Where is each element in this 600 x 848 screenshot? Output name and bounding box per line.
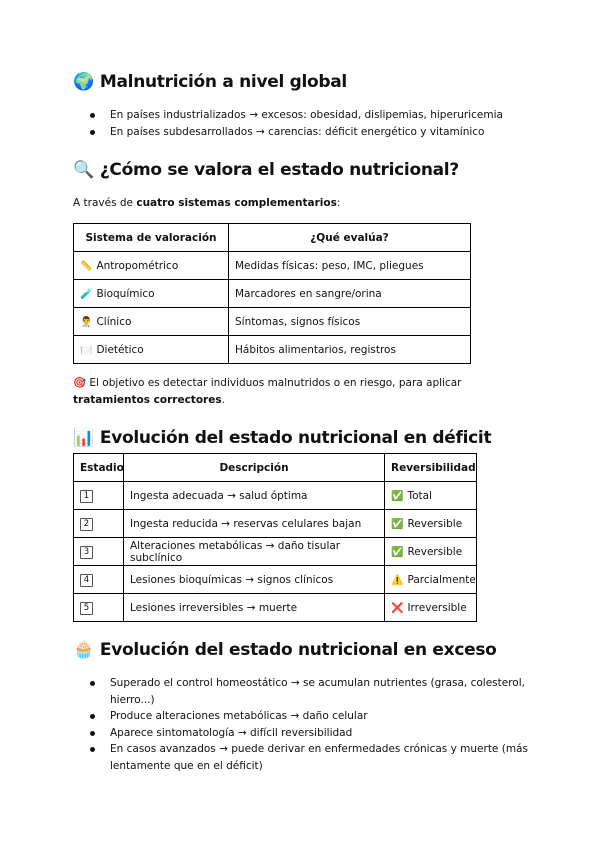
check-icon: ✅	[391, 490, 404, 502]
section-title-text: Evolución del estado nutricional en déficit	[99, 428, 492, 448]
cross-icon: ❌	[391, 602, 404, 614]
column-header: Descripción	[124, 454, 385, 482]
system-cell: 🧪 Bioquímico	[74, 280, 229, 308]
table-row	[74, 566, 477, 594]
section-title-deficit	[73, 428, 491, 448]
stage-number: 1	[80, 490, 93, 503]
reversibility-cell: ❌ Irreversible	[385, 594, 477, 622]
excess-list	[73, 675, 538, 774]
intro-bold: cuatro sistemas complementarios	[136, 197, 337, 209]
column-header: Estadio	[74, 454, 124, 482]
stage-cell	[74, 594, 124, 622]
system-cell: 👨‍⚕️ Clínico	[74, 308, 229, 336]
system-cell: 🍽️ Dietético	[74, 336, 229, 364]
globe-icon: 🌍	[73, 72, 94, 92]
reversibility-cell: ✅ Reversible	[385, 510, 477, 538]
bar-chart-icon: 📊	[73, 428, 94, 448]
goal-bold: tratamientos correctores	[73, 393, 222, 406]
list-item: En países industrializados → excesos: obesidad, dislipemias, hiperuricemia	[73, 107, 553, 124]
evaluates-cell: Marcadores en sangre/orina	[229, 280, 471, 308]
cupcake-icon: 🧁	[73, 640, 94, 660]
section-title-text: Malnutrición a nivel global	[99, 72, 347, 92]
table-row	[74, 594, 477, 622]
list-item: Produce alteraciones metabólicas → daño celular	[73, 708, 538, 725]
evaluates-cell: Hábitos alimentarios, registros	[229, 336, 471, 364]
assessment-goal: 🎯 El objetivo es detectar individuos malnutridos o en riesgo, para aplicar tratamientos correctores.	[73, 377, 462, 406]
check-icon: ✅	[391, 518, 404, 530]
stage-cell	[74, 510, 124, 538]
stage-number: 3	[80, 546, 93, 559]
stage-cell	[74, 538, 124, 566]
table-row	[74, 510, 477, 538]
system-cell: 📏 Antropométrico	[74, 252, 229, 280]
magnifier-icon: 🔍	[73, 160, 94, 180]
target-icon: 🎯	[73, 377, 87, 389]
section-title-global-malnutrition	[73, 72, 347, 92]
description-cell: Alteraciones metabólicas → daño tisular subclínico	[124, 538, 385, 566]
test-tube-icon: 🧪	[80, 288, 93, 300]
table-header-row	[74, 454, 477, 482]
description-cell: Ingesta reducida → reservas celulares bajan	[124, 510, 385, 538]
section-title-assessment	[73, 160, 459, 180]
plate-icon: 🍽️	[80, 344, 93, 356]
list-item: En casos avanzados → puede derivar en enfermedades crónicas y muerte (más lentamente que en el déficit)	[73, 741, 538, 774]
section-title-excess	[73, 640, 497, 660]
column-header: ¿Qué evalúa?	[229, 224, 471, 252]
column-header: Reversibilidad	[385, 454, 477, 482]
table-row	[74, 280, 471, 308]
reversibility-cell: ✅ Reversible	[385, 538, 477, 566]
ruler-icon: 📏	[80, 260, 93, 272]
global-malnutrition-list	[73, 107, 553, 140]
assessment-intro: A través de cuatro sistemas complementarios:	[73, 197, 341, 209]
table-row	[74, 482, 477, 510]
list-item: Aparece sintomatología → difícil reversibilidad	[73, 725, 538, 742]
section-title-text: Evolución del estado nutricional en exceso	[99, 640, 497, 660]
deficit-table	[73, 453, 477, 622]
table-row	[74, 252, 471, 280]
stage-cell	[74, 482, 124, 510]
description-cell: Lesiones bioquímicas → signos clínicos	[124, 566, 385, 594]
list-item: Superado el control homeostático → se acumulan nutrientes (grasa, colesterol, hierro...)	[73, 675, 538, 708]
stage-number: 4	[80, 574, 93, 587]
list-item: En países subdesarrollados → carencias: déficit energético y vitamínico	[73, 124, 553, 141]
stage-cell	[74, 566, 124, 594]
stage-number: 5	[80, 602, 93, 615]
table-header-row	[74, 224, 471, 252]
table-row	[74, 336, 471, 364]
evaluates-cell: Síntomas, signos físicos	[229, 308, 471, 336]
section-title-text: ¿Cómo se valora el estado nutricional?	[99, 160, 459, 180]
warning-icon: ⚠️	[391, 574, 404, 586]
description-cell: Ingesta adecuada → salud óptima	[124, 482, 385, 510]
evaluates-cell: Medidas físicas: peso, IMC, pliegues	[229, 252, 471, 280]
stage-number: 2	[80, 518, 93, 531]
table-row	[74, 308, 471, 336]
check-icon: ✅	[391, 546, 404, 558]
column-header: Sistema de valoración	[74, 224, 229, 252]
reversibility-cell: ⚠️ Parcialmente	[385, 566, 477, 594]
doctor-icon: 👨‍⚕️	[80, 316, 93, 328]
table-row	[74, 538, 477, 566]
description-cell: Lesiones irreversibles → muerte	[124, 594, 385, 622]
assessment-table	[73, 223, 471, 364]
reversibility-cell: ✅ Total	[385, 482, 477, 510]
